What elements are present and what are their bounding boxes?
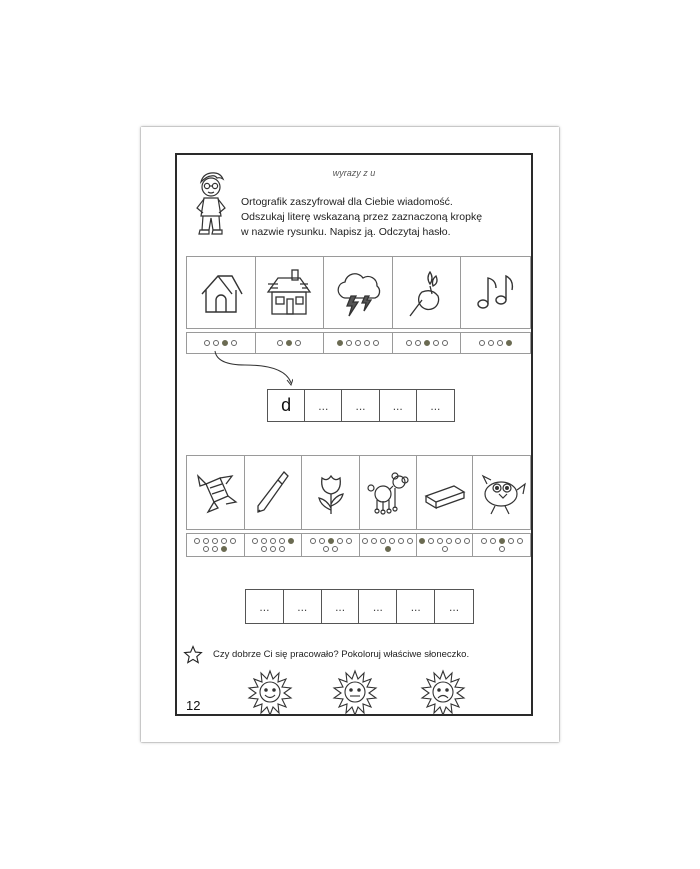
answer-row-1	[267, 389, 455, 422]
picture-row-2	[186, 455, 531, 530]
dot-group	[461, 333, 530, 353]
radish-picture	[393, 257, 462, 328]
poodle-icon	[361, 466, 415, 520]
instruction-line: w nazwie rysunku. Napisz ją. Odczytaj hasło.	[241, 226, 451, 238]
answer-box[interactable]: ...	[380, 390, 417, 421]
boy-mascot-icon	[187, 168, 235, 243]
marked-dot	[286, 340, 292, 346]
dot	[479, 340, 485, 346]
dot	[204, 340, 210, 346]
instruction-line: Ortografik zaszyfrował dla Ciebie wiadomość.	[241, 196, 453, 208]
answer-row-2	[245, 589, 474, 624]
dot	[279, 546, 285, 552]
dot	[464, 538, 470, 544]
marked-dot	[328, 538, 334, 544]
answer-box[interactable]: d	[268, 390, 305, 421]
house-picture	[256, 257, 325, 328]
eraser-picture	[417, 456, 474, 529]
dot	[319, 538, 325, 544]
dot	[295, 340, 301, 346]
dot	[346, 538, 352, 544]
candy-picture	[187, 456, 245, 529]
dot	[433, 340, 439, 346]
marked-dot	[419, 538, 425, 544]
dot	[398, 538, 404, 544]
dot	[332, 546, 338, 552]
marked-dot	[337, 340, 343, 346]
storm-cloud-picture	[324, 257, 393, 328]
answer-box[interactable]: ...	[305, 390, 342, 421]
pen-picture	[245, 456, 303, 529]
house-icon	[262, 266, 316, 320]
dot-row-2	[186, 533, 531, 557]
dot	[428, 538, 434, 544]
candy-icon	[188, 466, 242, 520]
dot	[270, 538, 276, 544]
dot	[490, 538, 496, 544]
dot-group	[360, 534, 417, 556]
dot	[346, 340, 352, 346]
answer-box[interactable]: ...	[342, 390, 379, 421]
dot	[221, 538, 227, 544]
eraser-icon	[418, 466, 472, 520]
dot	[364, 340, 370, 346]
answer-box[interactable]: ...	[397, 590, 435, 623]
answer-box[interactable]: ...	[322, 590, 360, 623]
picture-row-1	[186, 256, 531, 329]
music-picture	[461, 257, 530, 328]
star-icon	[183, 645, 203, 665]
dot	[517, 538, 523, 544]
pen-icon	[246, 466, 300, 520]
dot	[406, 340, 412, 346]
dot-group	[417, 534, 474, 556]
tulip-icon	[304, 466, 358, 520]
answer-box[interactable]: ...	[430, 398, 441, 413]
storm-cloud-icon	[331, 266, 385, 320]
dot	[310, 538, 316, 544]
sun-sad-icon[interactable]	[420, 669, 466, 715]
page-frame	[175, 153, 533, 716]
dot	[508, 538, 514, 544]
answer-box[interactable]: ...	[449, 599, 460, 614]
dot-group	[324, 333, 393, 353]
answer-box[interactable]: ...	[359, 590, 397, 623]
dot	[373, 340, 379, 346]
dot	[277, 340, 283, 346]
dot	[270, 546, 276, 552]
marked-dot	[222, 340, 228, 346]
dot	[203, 546, 209, 552]
dot	[213, 340, 219, 346]
music-notes-icon	[469, 266, 523, 320]
evaluation-question: Czy dobrze Ci się pracowało? Pokoloruj właściwe słoneczko.	[213, 649, 470, 660]
sun-happy-icon[interactable]	[247, 669, 293, 715]
dot	[499, 546, 505, 552]
marked-dot	[506, 340, 512, 346]
marked-dot	[288, 538, 294, 544]
page-number: 12	[186, 698, 201, 713]
marked-dot	[424, 340, 430, 346]
dot	[446, 538, 452, 544]
dot	[497, 340, 503, 346]
dot	[323, 546, 329, 552]
instruction-line: Odszukaj literę wskazaną przez zaznaczoną kropkę	[241, 211, 483, 223]
answer-box[interactable]: ...	[284, 590, 322, 623]
marked-dot	[499, 538, 505, 544]
dot	[252, 538, 258, 544]
dot	[362, 538, 368, 544]
dot	[212, 546, 218, 552]
dot	[337, 538, 343, 544]
answer-box[interactable]: ...	[246, 590, 284, 623]
doghouse-icon	[194, 266, 248, 320]
dot	[380, 538, 386, 544]
marked-dot	[385, 546, 391, 552]
dot	[371, 538, 377, 544]
section-title: wyrazy z u	[332, 168, 376, 178]
dot	[230, 538, 236, 544]
dot-group	[473, 534, 530, 556]
dot-group	[245, 534, 303, 556]
dot-group	[187, 534, 245, 556]
bird-icon	[475, 466, 529, 520]
radish-icon	[400, 266, 454, 320]
dot	[437, 538, 443, 544]
doghouse-picture	[187, 257, 256, 328]
instructions	[241, 195, 526, 240]
dot	[407, 538, 413, 544]
arrow-icon	[213, 349, 293, 389]
dot	[389, 538, 395, 544]
dot	[194, 538, 200, 544]
dot	[442, 546, 448, 552]
dot	[231, 340, 237, 346]
dot	[415, 340, 421, 346]
tulip-picture	[302, 456, 360, 529]
dot	[261, 538, 267, 544]
poodle-picture	[360, 456, 417, 529]
dot	[261, 546, 267, 552]
dot	[442, 340, 448, 346]
dot	[481, 538, 487, 544]
dot	[203, 538, 209, 544]
worksheet-page	[141, 127, 559, 742]
dot	[212, 538, 218, 544]
sun-neutral-icon[interactable]	[332, 669, 378, 715]
marked-dot	[221, 546, 227, 552]
dot-group	[302, 534, 360, 556]
dot	[488, 340, 494, 346]
dot	[355, 340, 361, 346]
dot	[279, 538, 285, 544]
dot-group	[393, 333, 462, 353]
bird-picture	[473, 456, 530, 529]
dot	[455, 538, 461, 544]
